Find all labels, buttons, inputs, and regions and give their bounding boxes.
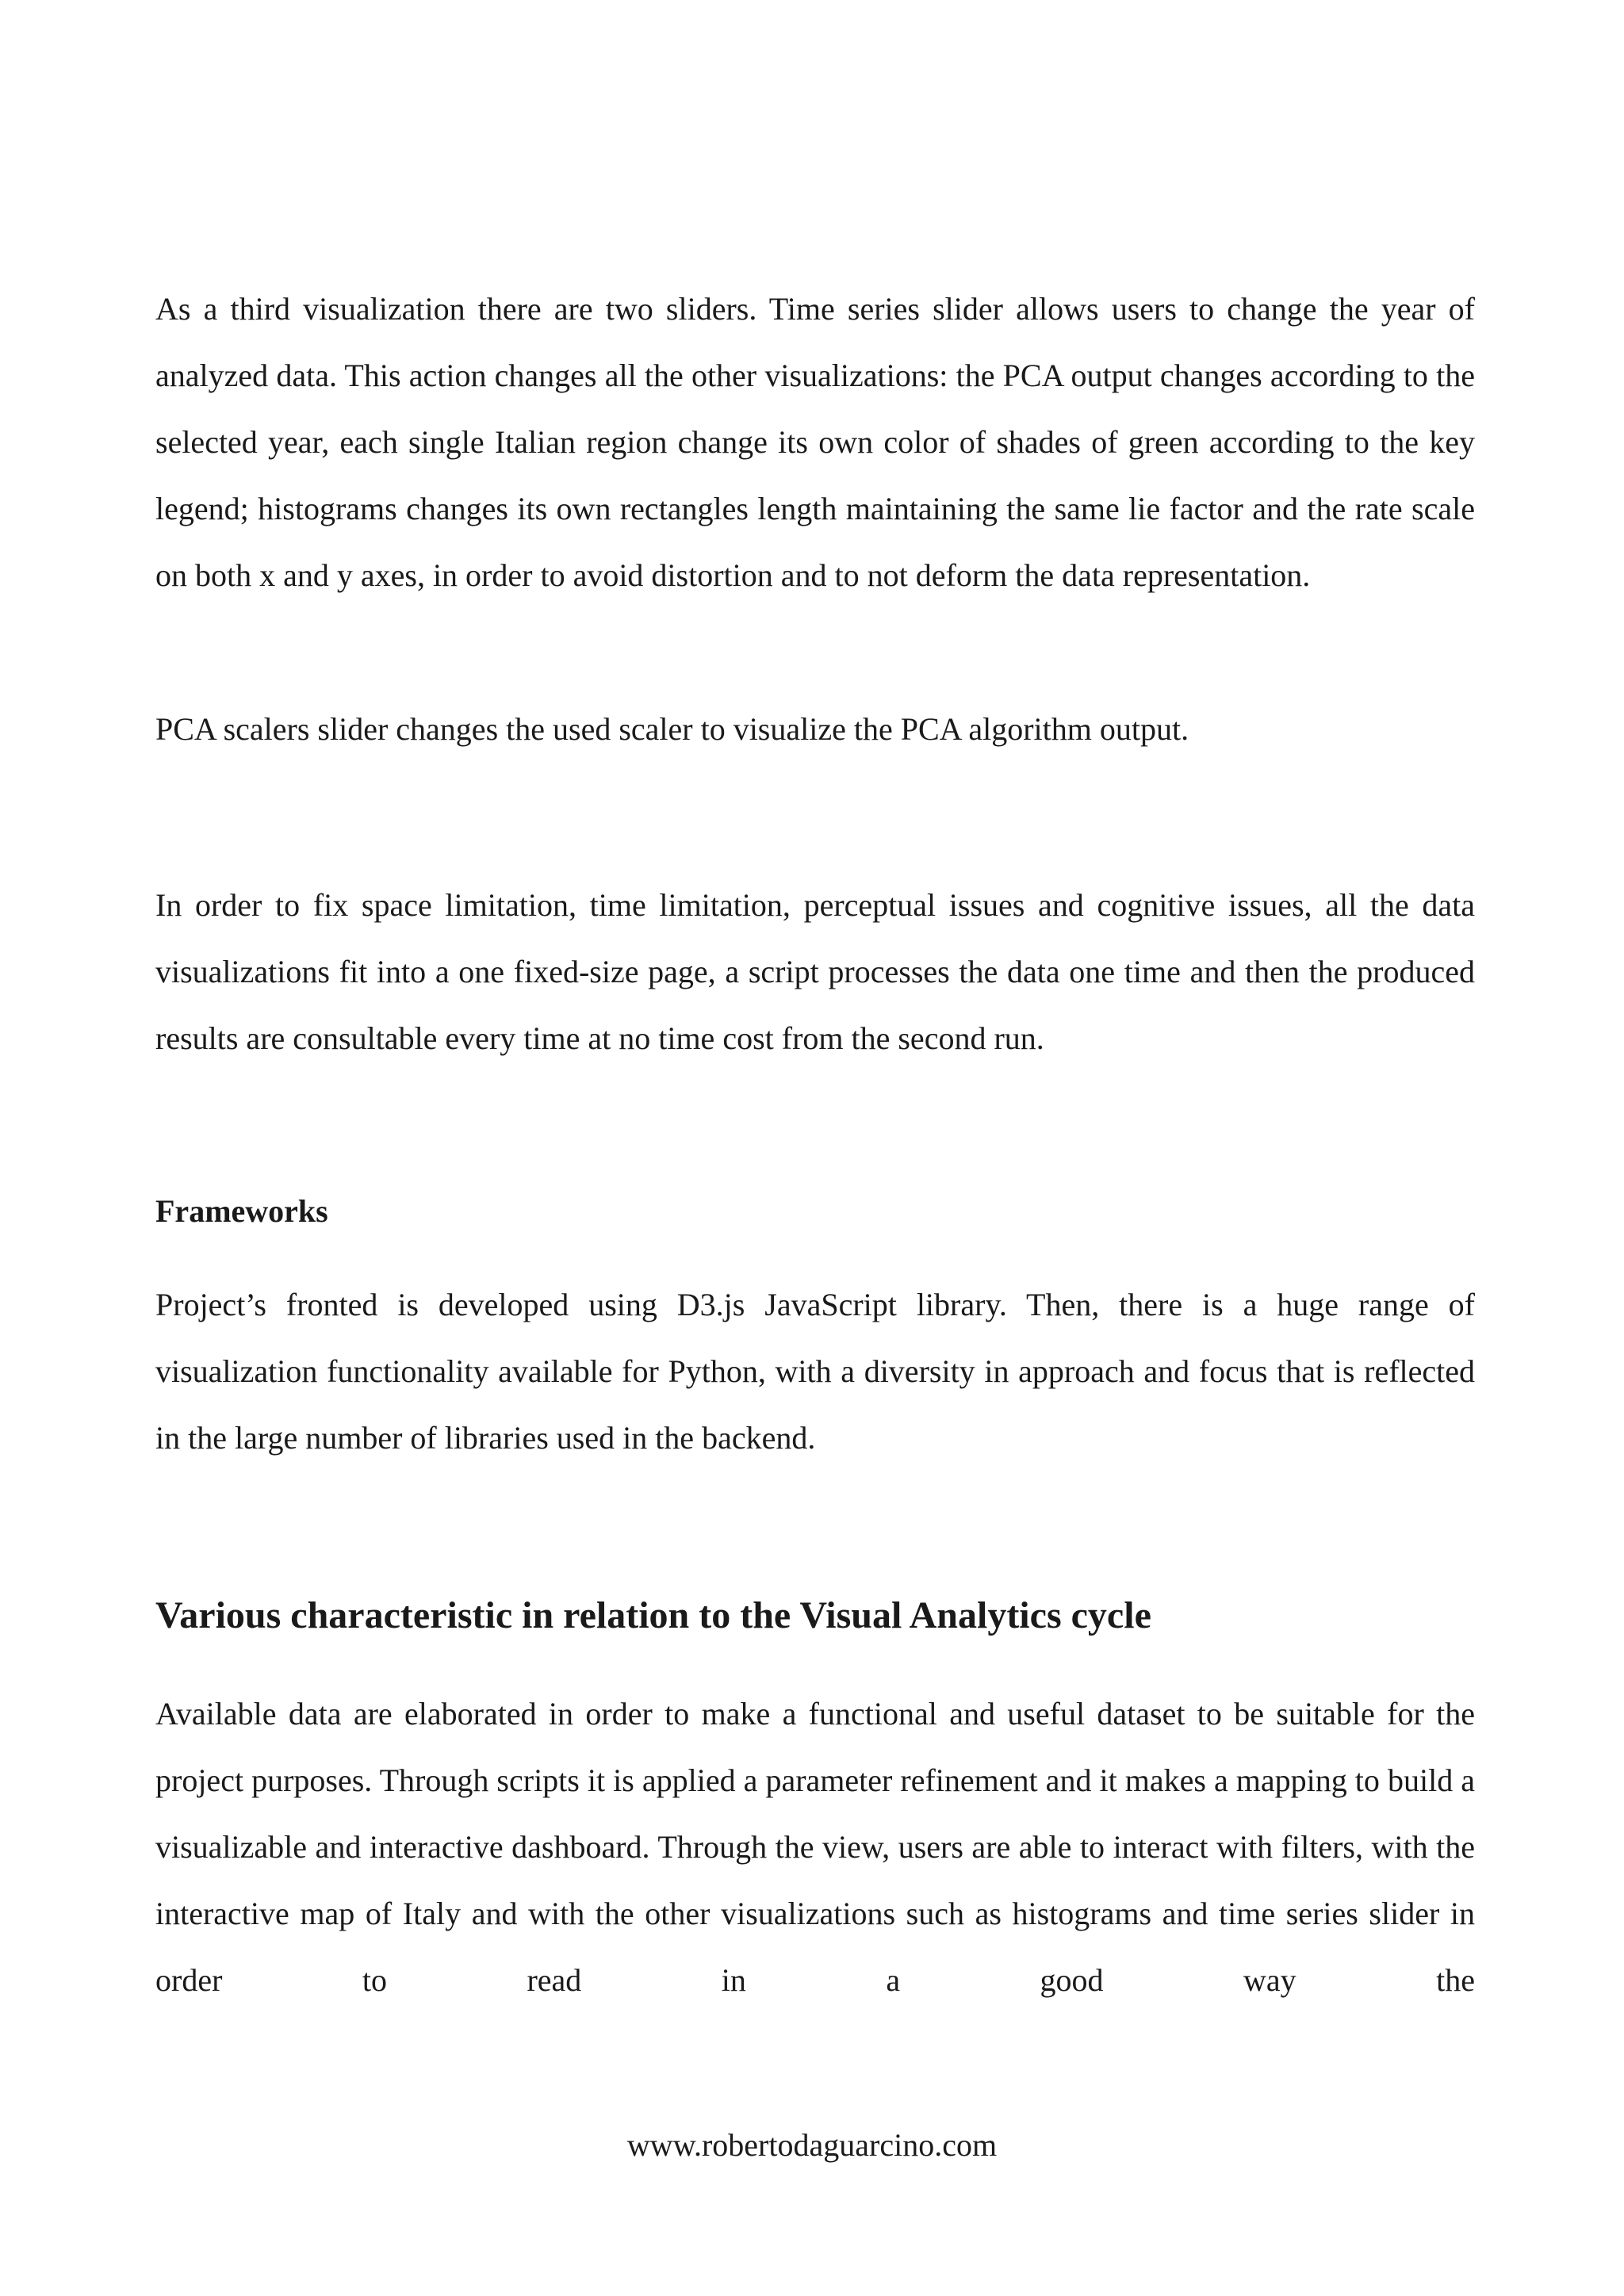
frameworks-heading: Frameworks (155, 1193, 328, 1229)
section-heading-visual-analytics: Various characteristic in relation to the Visual Analytics cycle (155, 1594, 1151, 1636)
footer-url: www.robertodaguarcino.com (626, 2127, 998, 2163)
paragraph-pca-scalers: PCA scalers slider changes the used scaler to visualize the PCA algorithm output. (155, 711, 1189, 747)
paragraph-frameworks: Project’s fronted is developed using D3.js JavaScript library. Then, there is a huge range of visualization functionality available for Python, with a diversity in approach and focus that is reflected in the large number of libraries used in the backend. (155, 1287, 1475, 1456)
paragraph-sliders-description: As a third visualization there are two sliders. Time series slider allows users to change the year of analyzed data. This action changes all the other visualizations: the PCA output changes according to the selected year, each single Italian region change its own color of shades of green according to the key legend; histograms changes its own rectangles length maintaining the same lie factor and the rate scale on both x and y axes, in order to avoid distortion and to not deform the data representation. (155, 291, 1475, 593)
paragraph-visual-analytics-cycle: Available data are elaborated in order to make a functional and useful dataset to be suitable for the project purposes. Through scripts it is applied a parameter refinement and it makes a mapping to build a visualizable and interactive dashboard. Through the view, users are able to interact with filters, with the interactive map of Italy and with the other visualizations such as histograms and time series slider in order to read in a good way the (155, 1696, 1475, 1998)
paragraph-limitations: In order to fix space limitation, time limitation, perceptual issues and cognitive issues, all the data visualizations fit into a one fixed-size page, a script processes the data one time and then the produced results are consultable every time at no time cost from the second run. (155, 887, 1475, 1056)
